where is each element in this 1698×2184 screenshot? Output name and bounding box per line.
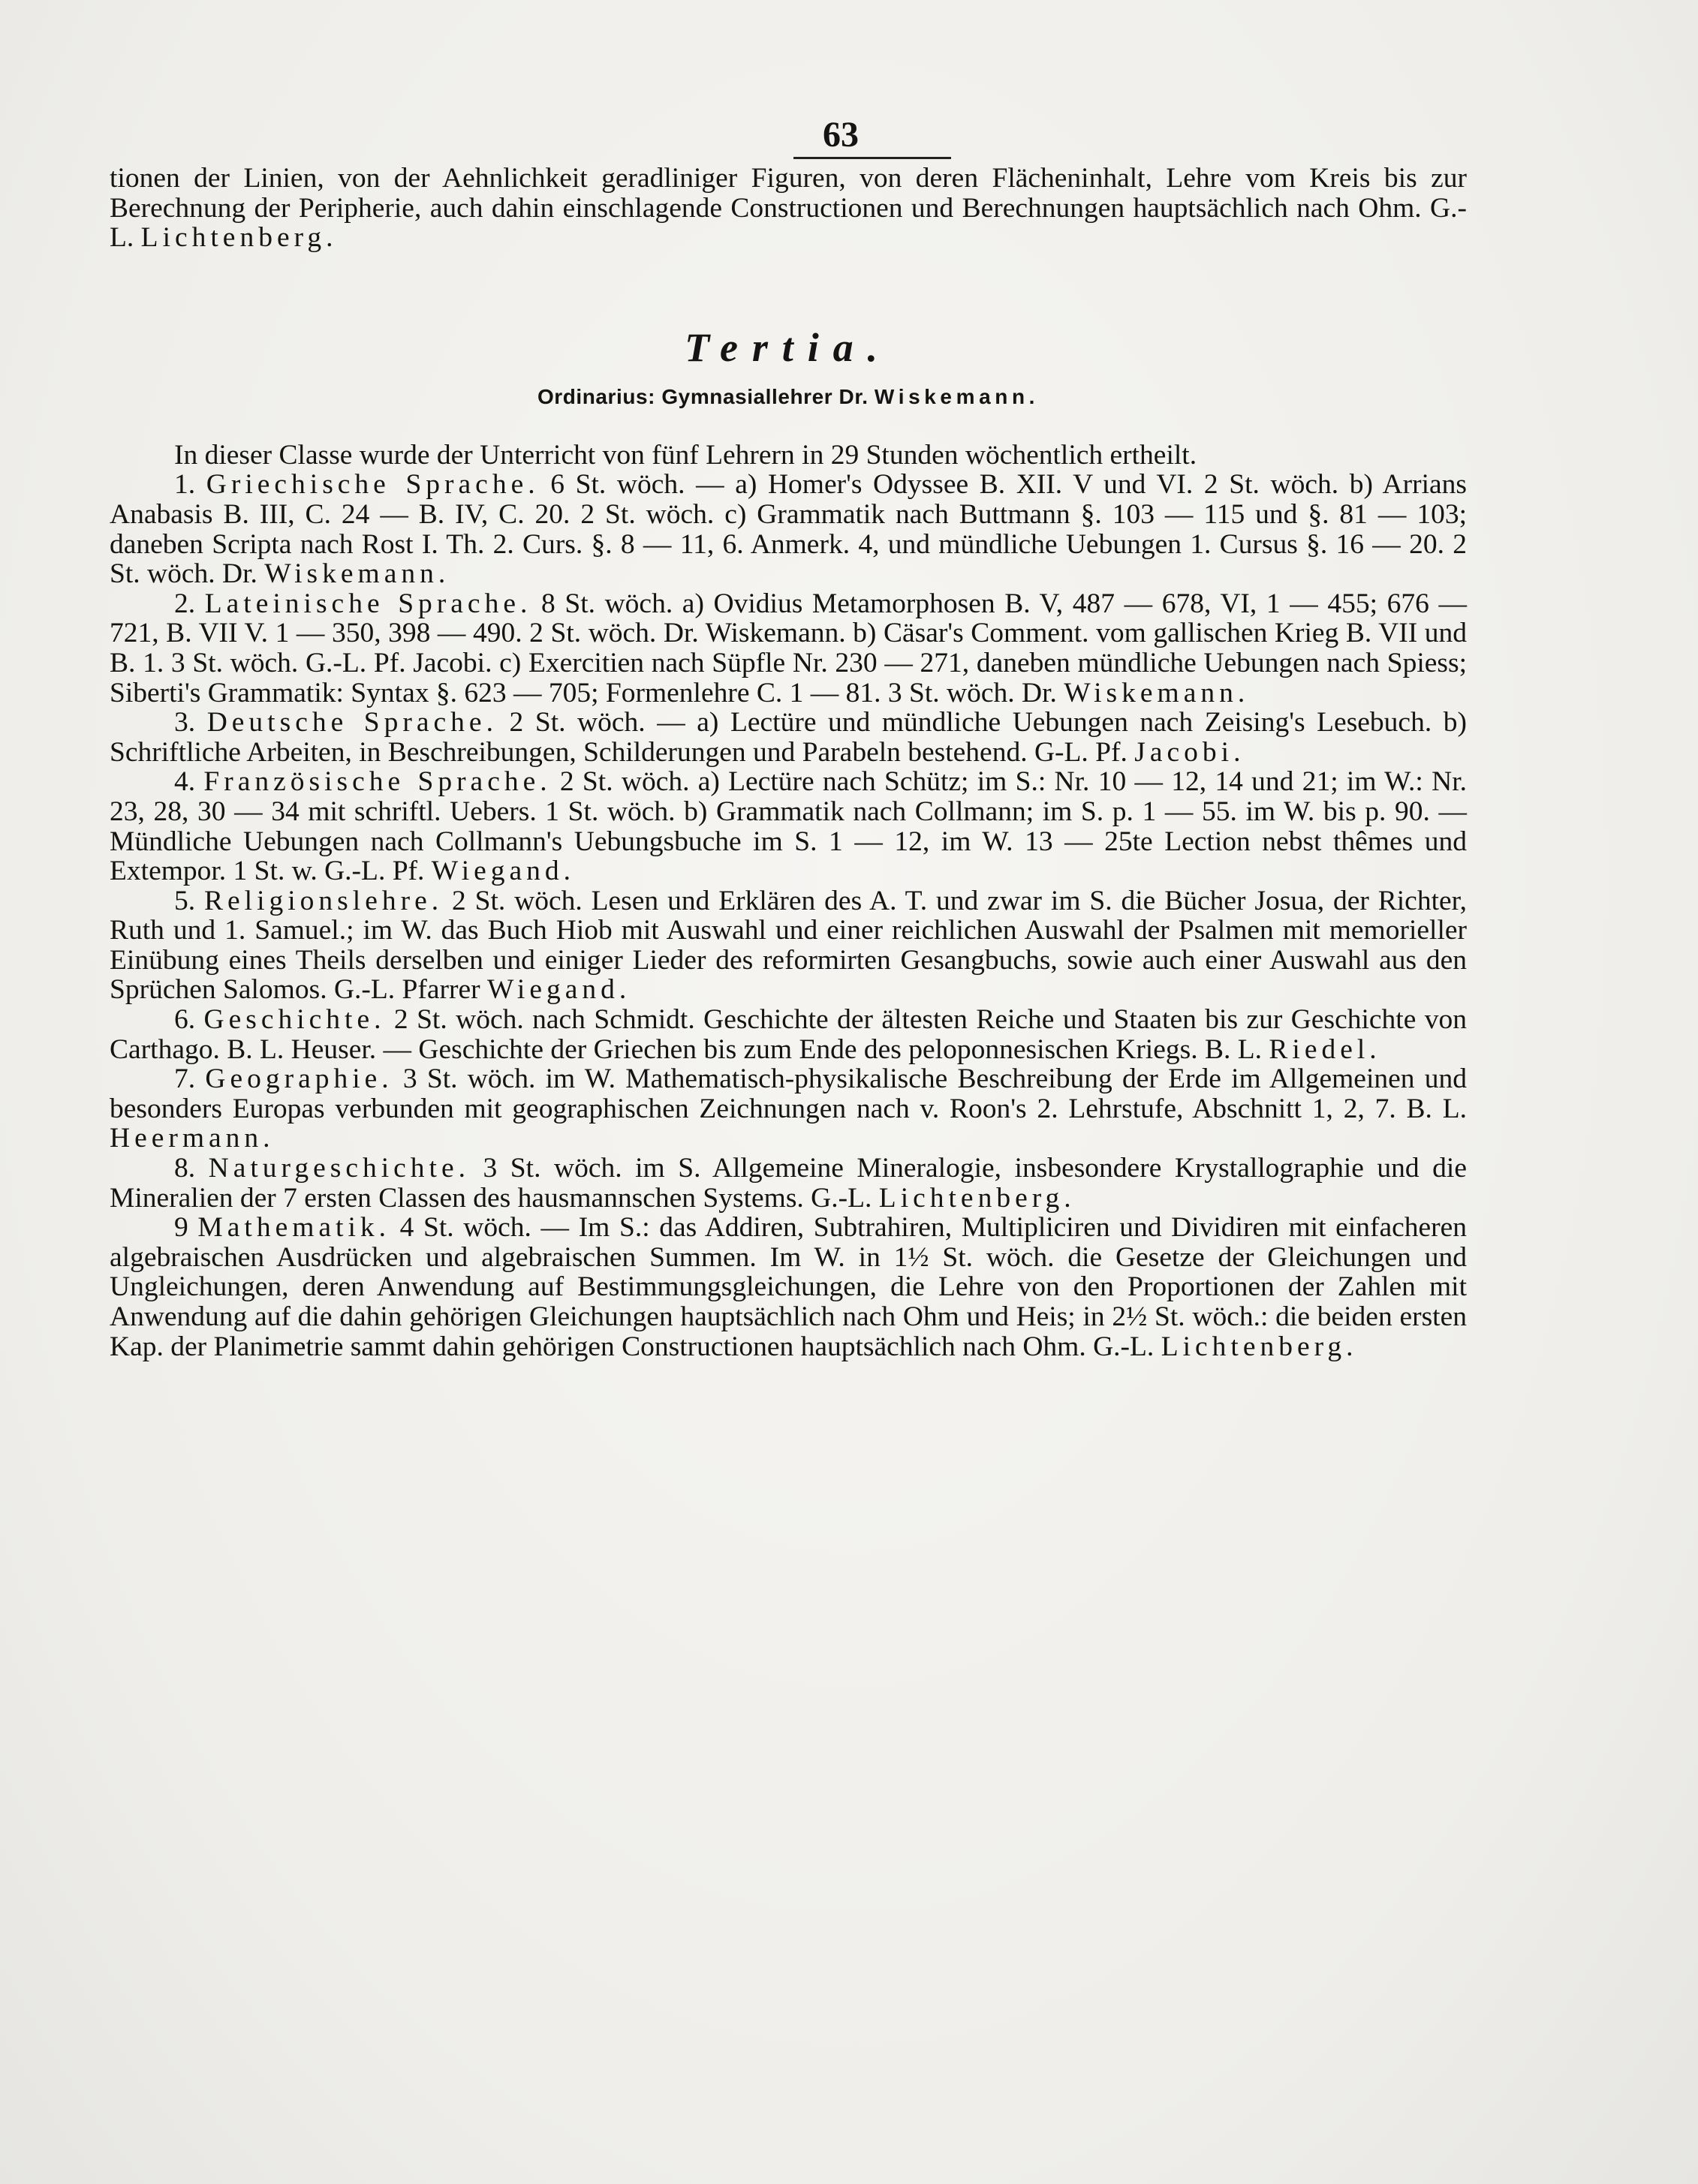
- subject-greek: [110, 470, 1467, 588]
- subject-name: Griechische Sprache.: [206, 469, 540, 501]
- page-body: [110, 113, 1467, 1361]
- subject-text: 8 St. wöch. a) Ovidius Metamorphosen B. V, 487 — 678, VI, 1 — 455; 676 — 721, B. VII V. 1 — 350, 398 — 490. 2 St. wöch. Dr. Wiskemann. b) Cäsar's Comment. vom gallischen Krieg B. VII und B. 1. 3 St. wöch. G.-L. Pf. Jacobi. c) Exercitien nach Süpfle Nr. 230 — 271, daneben mündliche Uebungen nach Spiess; Siberti's Grammatik: Syntax §. 623 — 705; Formenlehre C. 1 — 81. 3 St. wöch. Dr.: [110, 588, 1468, 708]
- subject-name: Geschichte.: [203, 1004, 386, 1036]
- intro-paragraph: [110, 164, 1467, 253]
- subject-name: Deutsche Sprache.: [206, 707, 498, 739]
- subject-teacher: Wiskemann.: [1064, 677, 1250, 708]
- intro-text: tionen der Linien, von der Aehnlichkeit geradliniger Figuren, von deren Flächeninhalt, Lehre vom Kreis bis zur Berechnung der Peripherie, auch dahin einschlagende Constructionen und Berechnungen hauptsächlich nach Ohm. G.-L.: [110, 163, 1467, 254]
- subject-german: [110, 708, 1467, 767]
- subject-text: 3 St. wöch. im S. Allgemeine Mineralogie, insbesondere Krystallographie und die Mineralien der 7 ersten Classen des hausmannschen Systems. G.-L.: [110, 1153, 1467, 1214]
- subject-number: 2.: [174, 588, 196, 619]
- intro-teacher: Lichtenberg.: [140, 222, 338, 254]
- overview-paragraph: In dieser Classe wurde der Unterricht von fünf Lehrern in 29 Stunden wöchentlich ertheilt.: [174, 439, 1197, 471]
- subject-name: Mathematik.: [197, 1212, 390, 1244]
- subject-text: 6 St. wöch. — a) Homer's Odyssee B. XII. V und VI. 2 St. wöch. b) Arrians Anabasis B. III, C. 24 — B. IV, C. 20. 2 St. wöch. c) Grammatik nach Buttmann §. 103 — 115 und §. 81 — 103; daneben Scripta nach Rost I. Th. 2. Curs. §. 8 — 11, 6. Anmerk. 4, und mündliche Uebungen 1. Cursus §. 16 — 20. 2 St. wöch. Dr.: [110, 469, 1468, 590]
- subject-name: Französische Sprache.: [203, 766, 552, 798]
- subject-teacher: Jacobi.: [1134, 736, 1245, 768]
- subject-teacher: Lichtenberg.: [1161, 1331, 1358, 1362]
- subject-number: 3.: [174, 707, 196, 739]
- subject-geography: [110, 1064, 1467, 1154]
- subject-number: 7.: [174, 1063, 196, 1095]
- subject-number: 4.: [174, 766, 196, 798]
- subject-teacher: Lichtenberg.: [878, 1182, 1076, 1214]
- subject-name: Religionslehre.: [204, 885, 444, 916]
- subject-teacher: Wiegand.: [431, 856, 576, 887]
- ordinarius-label: Ordinarius: Gymnasiallehrer Dr.: [537, 384, 869, 408]
- subject-latin: [110, 589, 1467, 708]
- subject-name: Geographie.: [205, 1063, 393, 1095]
- subject-teacher: Wiegand.: [487, 974, 631, 1006]
- subject-number: 5.: [174, 885, 196, 916]
- subject-text: 2 St. wöch. — a) Lectüre und mündliche Uebungen nach Zeising's Lesebuch. b) Schriftliche Arbeiten, in Beschreibungen, Schilderungen und Parabeln bestehend. G-L. Pf.: [110, 707, 1468, 768]
- subject-text: 2 St. wöch. nach Schmidt. Geschichte der ältesten Reiche und Staaten bis zur Geschichte von Carthago. B. L. Heuser. — Geschichte der Griechen bis zum Ende des peloponnesischen Kriegs. B. L.: [110, 1004, 1467, 1065]
- subject-number: 9: [174, 1212, 188, 1244]
- subject-text: 2 St. wöch. Lesen und Erklären des A. T. und zwar im S. die Bücher Josua, der Richter, Ruth und 1. Samuel.; im W. das Buch Hiob mit Auswahl und einer reichlichen Auswahl der Psalmen mit memorieller Einübung eines Theils derselben und einiger Lieder des reformirten Gesangbuchs, sowie auch einer Auswahl aus den Sprüchen Salomos. G.-L. Pfarrer: [110, 885, 1467, 1006]
- subject-text: 2 St. wöch. a) Lectüre nach Schütz; im S.: Nr. 10 — 12, 14 und 21; im W.: Nr. 23, 28, 30 — 34 mit schriftl. Uebers. 1 St. wöch. b) Grammatik nach Collmann; im S. p. 1 — 55. im W. bis p. 90. — Mündliche Uebungen nach Collmann's Uebungsbuche im S. 1 — 12, im W. 13 — 25te Lection nebst thêmes und Extempor. 1 St. w. G.-L. Pf.: [110, 766, 1467, 887]
- subject-number: 6.: [174, 1004, 196, 1036]
- subject-text: 3 St. wöch. im W. Mathematisch-physikalische Beschreibung der Erde im Allgemeinen und besonders Europas verbunden mit geographischen Zeichnungen nach v. Roon's 2. Lehrstufe, Abschnitt 1, 2, 7. B. L.: [110, 1063, 1467, 1124]
- section-title: Tertia.: [685, 324, 892, 370]
- subject-french: [110, 767, 1467, 886]
- subject-name: Lateinische Sprache.: [204, 588, 532, 619]
- ordinarius-line: [110, 384, 1467, 411]
- subject-history: [110, 1005, 1467, 1064]
- subject-teacher: Wiskemann.: [264, 558, 450, 590]
- page-number: 63: [215, 113, 1467, 158]
- subject-teacher: Riedel.: [1269, 1033, 1381, 1065]
- subject-teacher: Heermann.: [110, 1123, 275, 1154]
- ordinarius-name: Wiskemann.: [874, 384, 1040, 408]
- subject-number: 8.: [174, 1153, 196, 1184]
- subject-natural-history: [110, 1154, 1467, 1213]
- subject-name: Naturgeschichte.: [208, 1153, 470, 1184]
- subject-number: 1.: [174, 469, 196, 501]
- subject-religion: [110, 886, 1467, 1005]
- subject-mathematics: [110, 1213, 1467, 1361]
- subject-text: 4 St. wöch. — Im S.: das Addiren, Subtrahiren, Multipliciren und Dividiren mit einfacheren algebraischen Ausdrücken und algebraischen Summen. Im W. in 1½ St. wöch. die Gesetze der Gleichungen und Ungleichungen, deren Anwendung auf Bestimmungsgleichungen, die Lehre von den Proportionen der Zahlen mit Anwendung auf die dahin gehörigen Gleichungen hauptsächlich nach Ohm und Heis; in 2½ St. wöch.: die beiden ersten Kap. der Planimetrie sammt dahin gehörigen Constructionen hauptsächlich nach Ohm. G.-L.: [110, 1212, 1468, 1362]
